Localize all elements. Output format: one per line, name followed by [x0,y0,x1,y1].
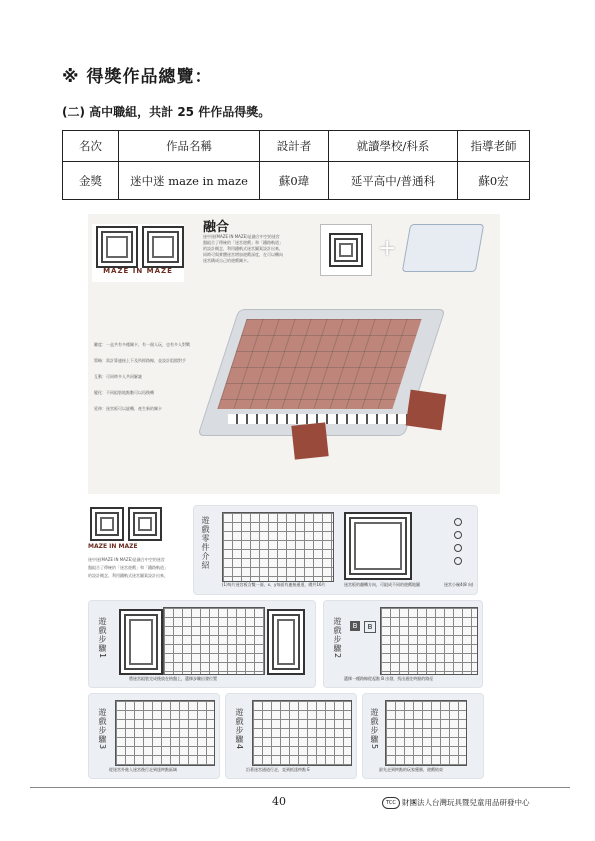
game-board-image [218,309,423,434]
panel-label: 遊戲零件介紹 [201,516,210,570]
logo-text: MAZE IN MAZE [103,267,173,275]
cell-school: 延平高中/普通科 [329,162,458,200]
intro-line: 的設計概念，利用鐵軌式迷宮圖案設計出來， [203,246,283,251]
panel-label: 遊戲步驟1 [98,617,107,660]
feature-list [94,342,204,422]
board-grid [163,607,265,675]
col-header-work: 作品名稱 [119,131,260,162]
board-grid [222,512,334,582]
intro-line: 盤組合了傳統的「迷宮遊戲」和「鐵路軌道」 [88,565,168,570]
panel-label: 遊戲步驟5 [370,708,379,751]
footer-divider [30,787,570,788]
panel-label: 遊戲步驟2 [333,617,342,660]
step3-panel [88,693,220,779]
caption: 沿著迷宮通道行走，直到抵達終點 E [246,767,310,772]
panel-label: 遊戲步驟4 [235,708,244,751]
caption: 從迷宮外進入迷宮後行走到達終點區域 [109,767,177,772]
feature-item: 延伸：迷宮板可以旋轉，產生新的關卡 [94,406,162,411]
board-grid [380,607,478,675]
step2-panel [323,600,483,688]
intro-line: 迷中迷(MAZE IN MAZE)是融合中空的迷宮 [88,557,165,562]
col-header-school: 就讀學校/科系 [329,131,458,162]
token-icons [454,518,462,565]
labyrinth-toy-image [402,224,484,272]
feature-item: 互動：可同時多人共同解謎 [94,374,142,379]
org-logo: TCC [382,797,400,809]
col-header-teacher: 指導老師 [458,131,530,162]
game-piece-image [291,422,328,459]
subsection-heading: (二) 高中職組，共計 25 件作品得獎。 [62,105,271,119]
maze-tile [267,609,305,675]
start-marker: B [364,621,376,633]
intro-line: 的設計概念，利用鐵軌式迷宮圖案設計出來， [88,573,168,578]
cell-teacher: 蘇0宏 [458,162,530,200]
caption: 迷宮板的翻轉方向，可組成不同的遊戲地圖 [344,582,420,587]
footer-org-name: 財團法人台灣玩具暨兒童用品研發中心 [402,798,530,807]
board-grid [252,700,352,766]
step1-panel [88,600,316,688]
product-poster [88,214,500,494]
table-header-row [63,131,530,162]
cell-designer: 蘇0瑋 [260,162,329,200]
intro-line: 盤組合了傳統的「迷宮遊戲」和「鐵路軌道」 [203,240,283,245]
caption: 迷宮小碗4(8 向) [444,582,474,587]
col-header-rank: 名次 [63,131,119,162]
feature-item: 策略：需計算連接上下及所經路線，並設計阻擋對手 [94,358,186,363]
intro-line: 迷中迷(MAZE IN MAZE)是融合中空的迷宮 [203,234,280,239]
caption: 選擇一種路線從起點 B 出發，找出通往終點的路徑 [344,676,434,681]
intro-text [203,234,313,264]
components-panel [193,505,478,595]
poster-heading: 融合 [203,220,230,235]
cell-rank: 金獎 [63,162,119,200]
cell-work: 迷中迷 maze in maze [119,162,260,200]
intro-line: 迷宮構成自己的遊戲關卡。 [203,258,251,263]
board-grid [385,700,467,766]
panel-label: 遊戲步驟3 [98,708,107,751]
page-number: 40 [272,795,286,808]
plus-icon: + [378,236,397,261]
step4-panel [225,693,357,779]
feature-item: 難度：一盒共有多種關卡，有一個人玩，也有多人對戰 [94,342,190,347]
maze-logo [92,224,184,282]
awards-table [62,130,530,200]
col-header-designer: 設計者 [260,131,329,162]
table-row [63,162,530,200]
caption: 將迷宮組裝完成後放在格盤上，選擇步驟出發位置 [129,676,217,681]
feature-item: 變化：不同組裝地點數可以再換轉 [94,390,154,395]
maze-tile [119,609,163,675]
maze-tile-set [344,512,412,580]
product-box-image [320,224,372,276]
game-piece-image [406,390,447,431]
intro-line: 同時可與實體迷宮增加遊戲深度，在可以轉向 [203,252,283,257]
board-grid [115,700,215,766]
caption: 最先走到終點的玩家獲勝，遊戲結束 [379,767,443,772]
caption: (1)每片迷宮板含雙一面，x、y每面有連接通道，總共16片 [222,582,326,587]
section-title: ※ 得獎作品總覽： [62,67,213,87]
instruction-intro [88,505,190,593]
start-marker: B [350,621,360,631]
step5-panel [362,693,484,779]
logo-text: MAZE IN MAZE [88,543,138,550]
